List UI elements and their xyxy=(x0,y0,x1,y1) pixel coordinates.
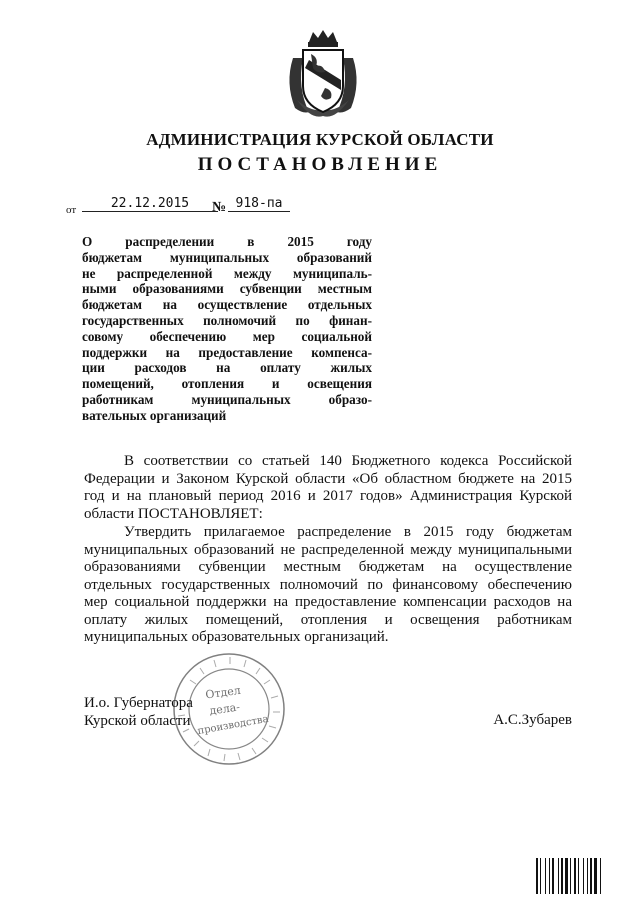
resolution-line: образованиями субвенции местным бюджетам на осуществление xyxy=(84,559,572,575)
subject-line: ными образованиями субвенции местным xyxy=(82,281,372,297)
document-subject xyxy=(82,234,372,424)
subject-line: помещений, отопления и освещения xyxy=(82,376,372,392)
coat-of-arms-icon xyxy=(283,28,363,120)
signatory-position-line: И.о. Губернатора xyxy=(84,695,193,711)
document-date: 22.12.2015 xyxy=(82,196,218,212)
subject-line: бюджетам на осуществление отдельных xyxy=(82,297,372,313)
signatory-position xyxy=(84,694,193,730)
stamp-text: дела- xyxy=(208,700,241,718)
document-type: ПОСТАНОВЛЕНИЕ xyxy=(197,154,443,175)
stamp-text: Отдел xyxy=(204,683,242,702)
document-body xyxy=(84,453,572,647)
subject-line: государственных полномочий по финан- xyxy=(82,312,372,328)
preamble-line: Федерации и Законом Курской области «Об областном бюджете на 2015 xyxy=(84,470,572,487)
preamble-line: В соответствии со статьей 140 Бюджетного кодекса Российской xyxy=(124,453,572,469)
preamble-line: области ПОСТАНОВЛЯЕТ: xyxy=(84,505,263,522)
resolution-line: муниципальных образований не распределенной между муниципальными xyxy=(84,541,572,558)
subject-line: ции расходов на оплату жилых xyxy=(82,360,372,376)
resolution-line: отдельных государственных полномочий по финансовому обеспечению xyxy=(84,576,572,593)
subject-line: О распределении в 2015 году xyxy=(82,234,372,249)
subject-line: работникам муниципальных образо- xyxy=(82,391,372,407)
subject-line: поддержки на предоставление компенса- xyxy=(82,344,372,360)
preamble-line: год и на плановый период 2016 и 2017 годов» Администрация Курской xyxy=(84,488,572,504)
organization-title: АДМИНИСТРАЦИЯ КУРСКОЙ ОБЛАСТИ xyxy=(146,130,494,149)
subject-line: совому обеспечению мер социальной xyxy=(82,328,372,344)
resolution-line: оплату жилых помещений, отопления и освещения работникам xyxy=(84,611,572,628)
document-number: 918-па xyxy=(228,196,290,212)
stamp-text: производства xyxy=(196,713,270,738)
signatory-name: А.С.Зубарев xyxy=(493,712,572,728)
resolution-line: Утвердить прилагаемое распределение в 2015 году бюджетам xyxy=(124,524,572,540)
signatory-position-line: Курской области xyxy=(84,713,191,729)
resolution-line: муниципальных образовательных организаций. xyxy=(84,629,389,645)
subject-line: вательных организаций xyxy=(82,407,227,423)
barcode-icon xyxy=(536,858,628,894)
date-prefix: от xyxy=(66,204,77,216)
resolution-line: мер социальной поддержки на предоставление компенсации расходов на xyxy=(84,594,572,610)
number-sign: № xyxy=(212,200,227,215)
subject-line: бюджетам муниципальных образований xyxy=(82,249,372,265)
subject-line: не распределенной между муниципаль- xyxy=(82,265,372,281)
